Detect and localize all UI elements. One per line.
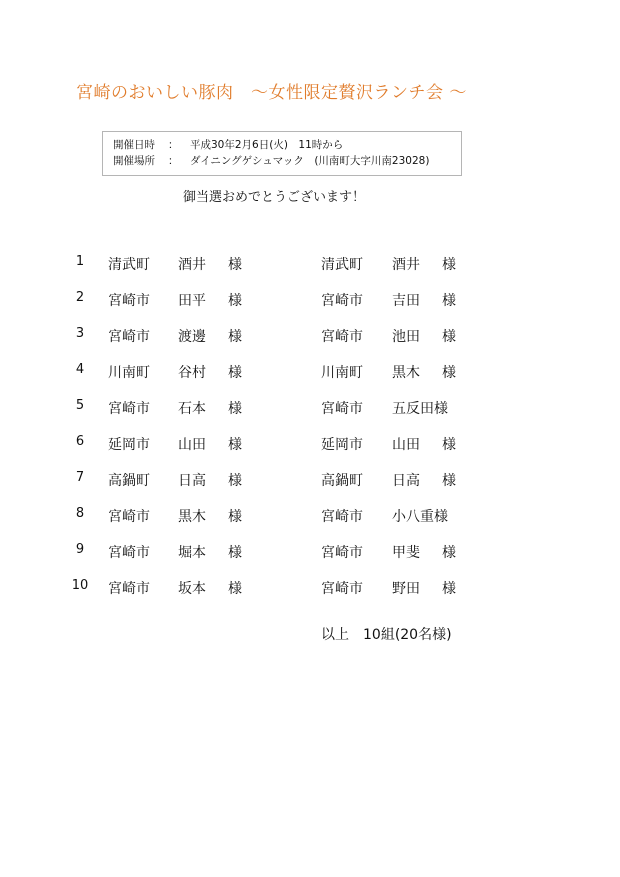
winner-row — [0, 542, 620, 578]
winner-surname-2: 野田 — [392, 581, 420, 597]
winner-row — [0, 470, 620, 506]
event-info-box — [102, 131, 462, 176]
winner-row — [0, 362, 620, 398]
winner-surname-1: 山田 — [178, 437, 206, 453]
winner-surname-1: 石本 — [178, 401, 206, 417]
winner-surname-1: 黒木 — [178, 509, 206, 525]
winner-honorific-1: 様 — [228, 581, 242, 597]
winner-surname-2: 吉田 — [392, 293, 420, 309]
winner-surname-1: 酒井 — [178, 257, 206, 273]
winner-honorific-2: 様 — [442, 473, 456, 489]
winner-number: 6 — [75, 434, 85, 449]
winner-number: 3 — [75, 326, 85, 341]
winner-number: 7 — [75, 470, 85, 485]
winner-honorific-2: 様 — [442, 545, 456, 561]
winner-row — [0, 326, 620, 362]
winner-honorific-1: 様 — [228, 257, 242, 273]
winner-surname-1: 日高 — [178, 473, 206, 489]
event-date-row — [113, 137, 461, 153]
winner-city-1: 宮崎市 — [108, 545, 150, 561]
winner-number: 10 — [71, 578, 89, 593]
winner-number: 1 — [75, 254, 85, 269]
winner-honorific-1: 様 — [228, 365, 242, 381]
winner-surname-2: 池田 — [392, 329, 420, 345]
winner-row — [0, 506, 620, 542]
winner-surname-2: 五反田様 — [392, 401, 448, 417]
winner-honorific-2: 様 — [442, 329, 456, 345]
winner-surname-2: 黒木 — [392, 365, 420, 381]
total-count: 10組(20名様) — [363, 627, 452, 643]
winner-city-1: 宮崎市 — [108, 509, 150, 525]
winner-surname-1: 堀本 — [178, 545, 206, 561]
winner-city-2: 延岡市 — [321, 437, 363, 453]
winner-number: 2 — [75, 290, 85, 305]
winner-city-2: 宮崎市 — [321, 329, 363, 345]
winner-row — [0, 578, 620, 614]
winner-city-2: 清武町 — [321, 257, 363, 273]
winner-surname-2: 小八重様 — [392, 509, 448, 525]
winner-city-1: 宮崎市 — [108, 581, 150, 597]
total-label: 以上 — [321, 627, 349, 643]
winner-honorific-1: 様 — [228, 329, 242, 345]
event-date-label: 開催日時 — [113, 139, 155, 151]
winner-surname-2: 山田 — [392, 437, 420, 453]
winner-city-2: 川南町 — [321, 365, 363, 381]
event-place-row — [113, 153, 461, 169]
event-place-colon: ： — [168, 155, 179, 167]
winner-honorific-1: 様 — [228, 509, 242, 525]
winner-city-2: 宮崎市 — [321, 293, 363, 309]
event-place-value: ダイニングゲシュマック (川南町大字川南23028) — [190, 155, 430, 167]
total-summary — [321, 624, 452, 644]
winner-city-1: 宮崎市 — [108, 293, 150, 309]
winner-number: 8 — [75, 506, 85, 521]
winner-number: 9 — [75, 542, 85, 557]
event-date-colon: ： — [168, 139, 179, 151]
winner-honorific-1: 様 — [228, 401, 242, 417]
event-place-label: 開催場所 — [113, 155, 155, 167]
winners-list — [0, 254, 620, 614]
winner-city-2: 高鍋町 — [321, 473, 363, 489]
page-title: 宮崎のおいしい豚肉 ～女性限定贅沢ランチ会 ～ — [76, 83, 467, 103]
winner-surname-1: 谷村 — [178, 365, 206, 381]
winner-row — [0, 254, 620, 290]
winner-honorific-1: 様 — [228, 545, 242, 561]
winner-honorific-2: 様 — [442, 365, 456, 381]
winner-surname-2: 日高 — [392, 473, 420, 489]
winner-city-1: 宮崎市 — [108, 401, 150, 417]
event-date-value: 平成30年2月6日(火) 11時から — [190, 139, 344, 151]
winner-city-2: 宮崎市 — [321, 509, 363, 525]
winner-city-2: 宮崎市 — [321, 401, 363, 417]
winner-honorific-1: 様 — [228, 473, 242, 489]
winner-city-1: 延岡市 — [108, 437, 150, 453]
winner-honorific-1: 様 — [228, 293, 242, 309]
winner-row — [0, 434, 620, 470]
winner-surname-1: 渡邊 — [178, 329, 206, 345]
winner-surname-1: 坂本 — [178, 581, 206, 597]
winner-city-2: 宮崎市 — [321, 581, 363, 597]
winner-city-2: 宮崎市 — [321, 545, 363, 561]
winner-city-1: 宮崎市 — [108, 329, 150, 345]
winner-city-1: 高鍋町 — [108, 473, 150, 489]
winner-honorific-2: 様 — [442, 581, 456, 597]
winner-number: 5 — [75, 398, 85, 413]
congratulations-text: 御当選おめでとうございます！ — [183, 190, 366, 205]
winner-surname-2: 酒井 — [392, 257, 420, 273]
winner-honorific-2: 様 — [442, 293, 456, 309]
winner-surname-1: 田平 — [178, 293, 206, 309]
winner-surname-2: 甲斐 — [392, 545, 420, 561]
winner-city-1: 清武町 — [108, 257, 150, 273]
winner-number: 4 — [75, 362, 85, 377]
winner-honorific-2: 様 — [442, 257, 456, 273]
winner-honorific-1: 様 — [228, 437, 242, 453]
winner-row — [0, 398, 620, 434]
winner-city-1: 川南町 — [108, 365, 150, 381]
winner-row — [0, 290, 620, 326]
winner-honorific-2: 様 — [442, 437, 456, 453]
